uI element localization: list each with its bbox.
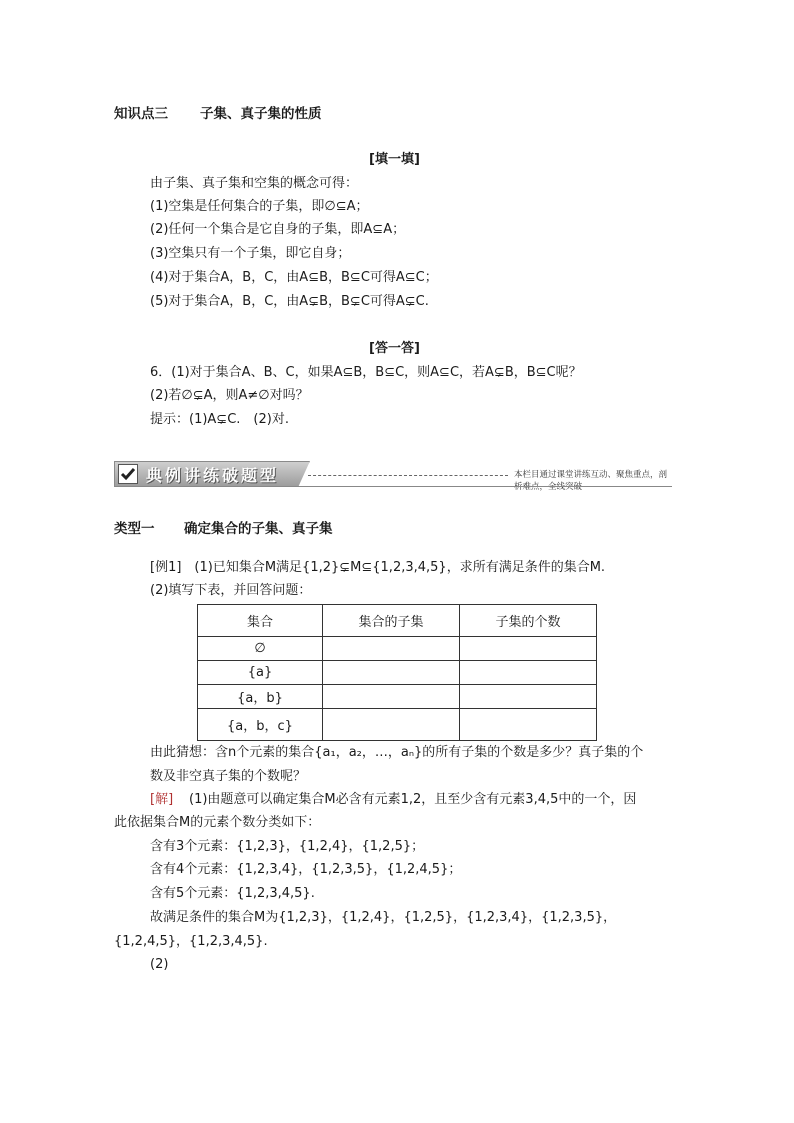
table-cell: {a，b} [198,685,323,709]
solution-line-4: 含有4个元素：{1,2,3,4}，{1,2,3,5}，{1,2,4,5}； [150,862,462,877]
fill-item-5: (5)对于集合A，B，C，由A⊊B，B⊊C可得A⊊C. [150,294,429,309]
table-header-cell: 子集的个数 [460,605,597,637]
question-line-2: 数及非空真子集的个数呢？ [150,769,307,784]
fill-item-1: (1)空集是任何集合的子集，即∅⊆A； [150,199,369,214]
solution-line-2: 此依据集合M的元素个数分类如下： [114,815,321,830]
solution-line-3: 含有3个元素：{1,2,3}，{1,2,4}，{1,2,5}； [150,839,425,854]
question-line-1: 由此猜想：含n个元素的集合{a₁，a₂，…，aₙ}的所有子集的个数是多少？真子集的个 [150,745,644,760]
table-cell [460,685,597,709]
section-banner [114,461,672,492]
qa-header: [答一答] [369,341,420,356]
solution-line-7: {1,2,4,5}，{1,2,3,4,5}. [114,934,268,949]
qa-line-2: (2)若∅⊊A，则A≠∅对吗？ [150,388,309,403]
solution-line-6: 故满足条件的集合M为{1,2,3}，{1,2,4}，{1,2,5}，{1,2,3,4}，{1,2,3,5}， [150,910,617,925]
checkmark-icon [118,464,138,484]
table-cell: {a} [198,661,323,685]
qa-hint: 提示：(1)A⊊C. (2)对. [150,412,289,427]
table-cell: ∅ [198,637,323,661]
table-row [198,637,597,661]
table-cell [323,685,460,709]
table-header-row [198,605,597,637]
table-cell: {a，b，c} [198,709,323,741]
banner-divider [114,486,672,487]
banner-title: 典例讲练破题型 [146,466,280,485]
banner-subtitle: 本栏目通过课堂讲练互动、聚焦重点，剖析难点，全线突破 [514,470,668,492]
table-row [198,661,597,685]
section-title-right: 子集、真子集的性质 [200,106,322,122]
solution-line-8: (2) [150,957,169,972]
example-line-2: (2)填写下表，并回答问题： [150,583,312,598]
banner-dash-line [308,475,508,476]
table-cell [323,637,460,661]
table-cell [323,661,460,685]
table-header-cell: 集合 [198,605,323,637]
fill-intro: 由子集、真子集和空集的概念可得： [150,176,359,191]
table-cell [460,637,597,661]
fill-item-3: (3)空集只有一个子集，即它自身； [150,246,351,261]
fill-header: [填一填] [369,152,420,167]
solution-tag: [解] [150,792,174,807]
subset-table [197,604,597,741]
fill-item-4: (4)对于集合A，B，C，由A⊆B，B⊆C可得A⊆C； [150,270,438,285]
table-cell [460,661,597,685]
example-line-1: [例1] (1)已知集合M满足{1,2}⊊M⊆{1,2,3,4,5}，求所有满足条件的集合M. [150,560,606,575]
table-header-cell: 集合的子集 [323,605,460,637]
type-title-left: 类型一 [114,521,155,537]
fill-item-2: (2)任何一个集合是它自身的子集，即A⊆A； [150,222,406,237]
table-row [198,709,597,741]
qa-line-1: 6．(1)对于集合A、B、C，如果A⊆B，B⊆C，则A⊆C，若A⊊B，B⊆C呢？ [150,365,582,380]
section-title-left: 知识点三 [114,106,168,122]
solution-line-1: (1)由题意可以确定集合M必含有元素1,2，且至少含有元素3,4,5中的一个，因 [189,792,637,807]
table-row [198,685,597,709]
table-cell [460,709,597,741]
table-cell [323,709,460,741]
solution-line-5: 含有5个元素：{1,2,3,4,5}. [150,886,315,901]
type-title-right: 确定集合的子集、真子集 [184,521,333,537]
